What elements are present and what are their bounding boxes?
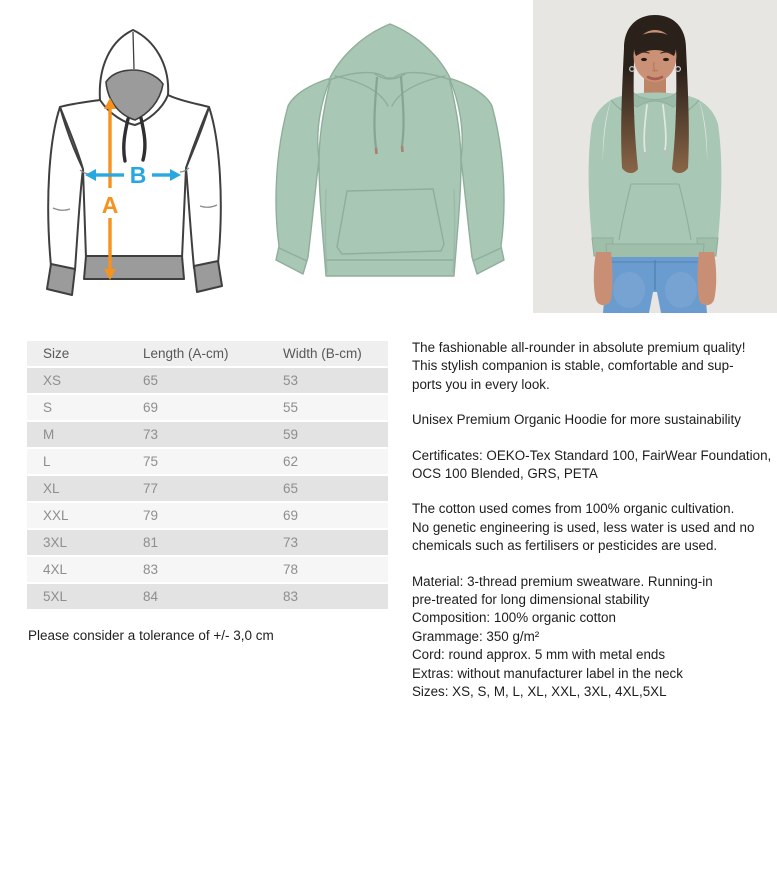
table-row: [27, 367, 388, 394]
product-image-front: [265, 10, 515, 312]
hoodie-garment: [276, 24, 504, 276]
size-table-header-row: [27, 341, 388, 367]
description-line: chemicals such as fertilisers or pesticides are used.: [412, 538, 718, 554]
table-cell: 59: [267, 421, 388, 448]
table-cell: 5XL: [27, 583, 127, 610]
table-cell: XXL: [27, 502, 127, 529]
table-cell: 84: [127, 583, 267, 610]
table-row: [27, 394, 388, 421]
table-cell: M: [27, 421, 127, 448]
description-line: Sizes: XS, S, M, L, XL, XXL, 3XL, 4XL,5XL: [412, 684, 667, 700]
tolerance-note: Please consider a tolerance of +/- 3,0 cm: [28, 628, 274, 643]
table-cell: 69: [127, 394, 267, 421]
table-row: [27, 448, 388, 475]
table-cell: 65: [267, 475, 388, 502]
description-line: The fashionable all-rounder in absolute premium quality!: [412, 340, 746, 355]
table-cell: 53: [267, 367, 388, 394]
table-cell: 83: [127, 556, 267, 583]
description-paragraph: [412, 411, 777, 429]
size-table-header-length: Length (A-cm): [127, 341, 267, 367]
width-label-b: B: [129, 162, 147, 188]
table-row: [27, 421, 388, 448]
description-paragraph: [412, 500, 777, 555]
table-cell: 75: [127, 448, 267, 475]
table-cell: XS: [27, 367, 127, 394]
size-table-header-size: Size: [27, 341, 127, 367]
table-cell: 3XL: [27, 529, 127, 556]
description-line: This stylish companion is stable, comfortable and sup-: [412, 358, 734, 374]
table-cell: L: [27, 448, 127, 475]
description-line: Composition: 100% organic cotton: [412, 610, 616, 626]
model-photo: [533, 0, 777, 313]
table-row: [27, 583, 388, 610]
size-diagram-image: [30, 12, 240, 307]
description-line: ports you in every look.: [412, 376, 550, 392]
table-cell: 65: [127, 367, 267, 394]
hem-band: [606, 244, 704, 258]
description-paragraph: [412, 339, 777, 394]
table-cell: 4XL: [27, 556, 127, 583]
description-line: Certificates: OEKO-Tex Standard 100, FairWear Foundation,: [412, 447, 772, 463]
table-cell: 73: [127, 421, 267, 448]
table-cell: 73: [267, 529, 388, 556]
size-table: [27, 341, 388, 611]
size-table-header-width: Width (B-cm): [267, 341, 388, 367]
table-cell: 55: [267, 394, 388, 421]
table-row: [27, 475, 388, 502]
product-description: [412, 339, 777, 719]
description-paragraph: [412, 573, 777, 702]
table-row: [27, 502, 388, 529]
length-label-a: A: [101, 192, 119, 218]
table-cell: S: [27, 394, 127, 421]
table-cell: 78: [267, 556, 388, 583]
table-row: [27, 556, 388, 583]
table-cell: 83: [267, 583, 388, 610]
description-line: Grammage: 350 g/m²: [412, 628, 540, 644]
table-cell: 69: [267, 502, 388, 529]
table-cell: 79: [127, 502, 267, 529]
description-line: Unisex Premium Organic Hoodie for more sustainability: [412, 412, 741, 428]
table-cell: 77: [127, 475, 267, 502]
hoodie-on-model: [589, 93, 722, 257]
table-cell: 81: [127, 529, 267, 556]
table-row: [27, 529, 388, 556]
table-cell: XL: [27, 475, 127, 502]
description-line: No genetic engineering is used, less water is used and no: [412, 519, 755, 535]
description-line: Extras: without manufacturer label in the neck: [412, 665, 683, 681]
description-line: Material: 3-thread premium sweatware. Running-in: [412, 573, 713, 589]
table-cell: 62: [267, 448, 388, 475]
description-line: The cotton used comes from 100% organic cultivation.: [412, 501, 735, 517]
description-line: Cord: round approx. 5 mm with metal ends: [412, 647, 666, 663]
description-line: OCS 100 Blended, GRS, PETA: [412, 466, 598, 482]
description-line: pre-treated for long dimensional stability: [412, 592, 650, 608]
description-paragraph: [412, 447, 777, 484]
